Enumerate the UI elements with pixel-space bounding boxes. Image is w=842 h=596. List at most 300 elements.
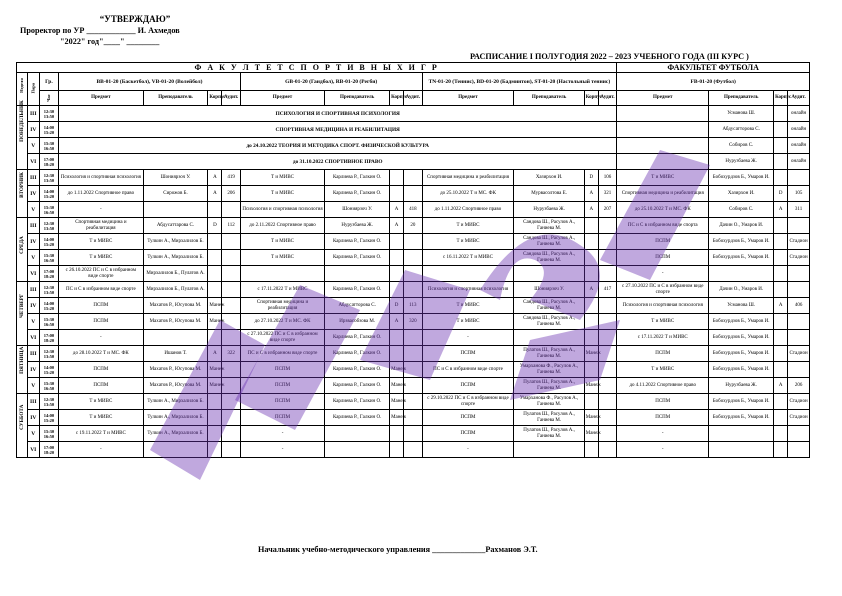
teacher-cell: Хазирхон И. <box>514 170 584 186</box>
korpus-cell <box>584 394 598 410</box>
aud-cell <box>222 410 240 426</box>
subject-cell <box>617 106 709 122</box>
subject-header: Предмет <box>422 91 514 106</box>
subject-cell: Спортивная медицина и реабилитация <box>422 170 514 186</box>
teacher-cell: Усманова Ш. <box>709 298 774 314</box>
teacher-cell: Сандова Ш., Расулов А., Ганиева М. <box>514 314 584 330</box>
time-start: 12:30 <box>43 396 55 402</box>
aud-header: Аудит. <box>788 91 810 106</box>
time-cell <box>39 298 58 314</box>
subject-cell <box>240 266 324 282</box>
table-row <box>17 362 810 378</box>
korpus-cell <box>208 282 222 298</box>
teacher-cell: Бобохурдзов Б., Умаров И. <box>709 170 774 186</box>
korpus-cell <box>390 186 404 202</box>
table-row <box>17 410 810 426</box>
subject-cell: с 29.10.2022 ПС и С в избранном виде спорте <box>422 394 514 410</box>
aud-cell <box>404 330 422 346</box>
para-number: V <box>27 250 39 266</box>
subject-cell: ПС и С в избранном виде спорта <box>617 218 709 234</box>
teacher-cell: Дачин О., Умаров И. <box>709 282 774 298</box>
teacher-cell: Мурвасолтова Е. <box>514 186 584 202</box>
korpus-cell <box>774 426 788 442</box>
korpus-cell <box>208 266 222 282</box>
aud-cell: Стадион <box>788 394 810 410</box>
subject-cell: ПСПМ <box>240 378 324 394</box>
teacher-cell <box>325 442 390 458</box>
korpus-cell <box>208 410 222 426</box>
teacher-cell: Карлиева Р., Галкин О. <box>325 330 390 346</box>
korpus-cell <box>584 218 598 234</box>
korpus-cell <box>584 250 598 266</box>
aud-cell <box>598 298 616 314</box>
subject-cell: Т и МИВС <box>240 250 324 266</box>
teacher-cell <box>325 426 390 442</box>
aud-header: Аудит. <box>404 91 422 106</box>
aud-cell <box>598 410 616 426</box>
teacher-cell: Дачин О., Умаров И. <box>709 218 774 234</box>
subject-cell: с 17.11.2022 Т и МИВС <box>240 282 324 298</box>
aud-cell <box>788 330 810 346</box>
time-cell <box>39 282 58 298</box>
korpus-cell <box>774 410 788 426</box>
subject-cell: до 4.11.2022 Спортивное право <box>617 378 709 394</box>
teacher-cell: Собиров С. <box>709 138 774 154</box>
aud-cell: 20 <box>404 218 422 234</box>
time-end: 16:50 <box>43 257 55 263</box>
teacher-cell: Пулатов Ш., Расулов А., Ганиева М. <box>514 426 584 442</box>
teacher-cell: Собиров С. <box>709 202 774 218</box>
aud-cell: 419 <box>222 170 240 186</box>
approve-prorector: Проректор по УР ____________ И. Ахмедов <box>20 26 180 35</box>
para-number: IV <box>27 186 39 202</box>
time-cell <box>39 106 58 122</box>
teacher-cell: Бобохурдзов Б., Умаров И. <box>709 410 774 426</box>
korpus-cell <box>774 154 788 170</box>
teacher-cell <box>709 266 774 282</box>
korpus-cell <box>584 314 598 330</box>
teacher-cell: Бобохурдзов Б., Умаров И. <box>709 346 774 362</box>
teacher-cell: Карлиева Р., Галкин О. <box>325 170 390 186</box>
korpus-cell <box>390 282 404 298</box>
subject-cell: с 27.10.2022 ПС и С в избранном виде спорте <box>617 282 709 298</box>
aud-cell <box>598 426 616 442</box>
shared-lecture-cell: до 31.10.2022 СПОРТИВНОЕ ПРАВО <box>59 154 617 170</box>
aud-cell: 206 <box>788 378 810 394</box>
shared-lecture-cell: ПСИХОЛОГИЯ И СПОРТИВНАЯ ПСИХОЛОГИЯ <box>59 106 617 122</box>
time-end: 15:20 <box>43 129 55 135</box>
korpus-cell <box>584 442 598 458</box>
teacher-cell: Карлиева Р., Галкин О. <box>325 282 390 298</box>
aud-cell <box>404 346 422 362</box>
time-cell <box>39 218 58 234</box>
subject-cell: ПС и С в избранном виде спорте <box>240 346 324 362</box>
teacher-cell: Умарханова Ф., Расулов А., Ганиева М. <box>514 394 584 410</box>
aud-header: Аудит. <box>222 91 240 106</box>
para-number: III <box>27 394 39 410</box>
aud-cell <box>788 266 810 282</box>
aud-cell <box>404 186 422 202</box>
time-cell <box>39 314 58 330</box>
subject-cell: Т и МИВС <box>422 234 514 250</box>
korpus-cell: А <box>774 202 788 218</box>
korpus-cell <box>584 330 598 346</box>
teacher-cell: Бобохурдзов Б., Умаров И. <box>709 362 774 378</box>
teacher-cell: Махатов Р., Юсупова М. <box>143 298 208 314</box>
subject-cell: Т и МИВС <box>59 394 143 410</box>
teacher-header: Преподаватель <box>143 91 208 106</box>
time-cell <box>39 378 58 394</box>
table-row <box>17 122 810 138</box>
subject-cell: ПСПМ <box>422 410 514 426</box>
table-row <box>17 218 810 234</box>
teacher-header: Преподаватель <box>709 91 774 106</box>
aud-cell: онлайн <box>788 154 810 170</box>
korpus-cell <box>390 266 404 282</box>
aud-cell <box>404 282 422 298</box>
subject-cell: с 17.11.2022 Т и МИВС <box>617 330 709 346</box>
subject-cell: Т и МИВС <box>59 410 143 426</box>
table-row <box>17 138 810 154</box>
subject-cell: ПСПМ <box>59 298 143 314</box>
teacher-cell: Махатов Р., Юсупова М. <box>143 378 208 394</box>
subject-cell: ПСПМ <box>617 234 709 250</box>
aud-cell <box>598 394 616 410</box>
para-number: IV <box>27 362 39 378</box>
korpus-cell <box>584 298 598 314</box>
subject-cell: Т и МИВС <box>59 250 143 266</box>
korpus-cell <box>390 170 404 186</box>
aud-cell: 321 <box>598 186 616 202</box>
korpus-cell: А <box>584 202 598 218</box>
teacher-cell: Сандова Ш., Расулов А., Ганиева М. <box>514 234 584 250</box>
aud-cell: онлайн <box>788 122 810 138</box>
subject-cell: Т и МИВС <box>422 314 514 330</box>
teacher-cell: Бобохурдзов Б., Умаров И. <box>709 234 774 250</box>
subject-cell: Психология и спортивная психология <box>422 282 514 298</box>
teacher-cell: Нурузбаева Ж. <box>709 154 774 170</box>
aud-cell <box>788 282 810 298</box>
time-end: 18:20 <box>43 337 55 343</box>
subject-cell: до 28.10.2022 Т и МС. ФК <box>59 346 143 362</box>
aud-cell <box>788 218 810 234</box>
korpus-header: Корпус <box>208 91 222 106</box>
time-start: 12:30 <box>43 172 55 178</box>
teacher-cell: Ишанов Т. <box>143 346 208 362</box>
para-number: III <box>27 346 39 362</box>
time-end: 13:50 <box>43 401 55 407</box>
subject-cell: ПСПМ <box>617 250 709 266</box>
teacher-cell: Бобохурдзов Б., Умаров И. <box>709 314 774 330</box>
subject-header: Предмет <box>617 91 709 106</box>
time-cell <box>39 250 58 266</box>
korpus-cell <box>774 234 788 250</box>
korpus-cell <box>774 138 788 154</box>
subject-cell: ПС и С в избранном виде спорте <box>422 362 514 378</box>
time-start: 17:00 <box>43 268 55 274</box>
aud-cell <box>222 314 240 330</box>
day-label: ЧЕТВЕРГ <box>17 282 28 346</box>
aud-cell: онлайн <box>788 138 810 154</box>
time-cell <box>39 138 58 154</box>
day-label: ВТОРНИК <box>17 170 28 218</box>
subject-cell: - <box>240 442 324 458</box>
subject-cell: Спортивная медицина и реабилитация <box>617 186 709 202</box>
aud-cell <box>598 250 616 266</box>
time-end: 18:20 <box>43 273 55 279</box>
subject-cell: с 19.11.2022 Т и МИВС <box>59 426 143 442</box>
korpus-cell <box>774 314 788 330</box>
time-start: 17:00 <box>43 332 55 338</box>
subject-cell: с 26.10.2022 ПС и С в избранном виде спорте <box>59 266 143 282</box>
aud-cell <box>598 442 616 458</box>
korpus-cell: D <box>774 186 788 202</box>
aud-cell <box>788 362 810 378</box>
korpus-cell: D <box>390 298 404 314</box>
korpus-cell: D <box>208 218 222 234</box>
time-cell <box>39 266 58 282</box>
teacher-cell: Хазирхон И. <box>709 186 774 202</box>
teacher-cell: Тулкин А., Мирхалилов Б. <box>143 426 208 442</box>
aud-cell: 322 <box>222 346 240 362</box>
aud-cell: 207 <box>598 202 616 218</box>
teacher-cell: Тулкин А., Мирхалилов Б. <box>143 394 208 410</box>
time-start: 14:00 <box>43 236 55 242</box>
korpus-cell: А <box>208 346 222 362</box>
korpus-cell <box>390 426 404 442</box>
korpus-header: Корпус <box>774 91 788 106</box>
teacher-cell: Сирожов Б. <box>143 186 208 202</box>
korpus-cell <box>390 346 404 362</box>
aud-cell <box>598 314 616 330</box>
korpus-cell <box>390 250 404 266</box>
schedule-table <box>16 62 810 458</box>
day-label: ПОНЕДЕЛЬНИК <box>17 106 28 170</box>
korpus-cell: А <box>390 202 404 218</box>
teacher-cell: Нурузбаева Ж. <box>514 202 584 218</box>
aud-cell <box>404 170 422 186</box>
teacher-cell: Карлиева Р., Галкин О. <box>325 410 390 426</box>
aud-cell: Стадион <box>788 410 810 426</box>
aud-cell <box>598 330 616 346</box>
subject-cell: Спортивная медицина и реабилитация <box>240 298 324 314</box>
table-row <box>17 330 810 346</box>
subject-cell: Психология и спортивная психология <box>59 170 143 186</box>
aud-cell <box>222 442 240 458</box>
teacher-cell: Абдусатторова С. <box>709 122 774 138</box>
para-number: III <box>27 282 39 298</box>
korpus-cell: А <box>774 298 788 314</box>
teacher-cell <box>143 330 208 346</box>
group-gb-rb: GB-01-20 (Гандбол), RB-01-20 (Регби) <box>240 73 422 91</box>
subject-cell: ПСПМ <box>59 362 143 378</box>
table-row <box>17 154 810 170</box>
time-end: 16:50 <box>43 433 55 439</box>
time-end: 15:20 <box>43 193 55 199</box>
time-cell <box>39 410 58 426</box>
teacher-cell <box>709 426 774 442</box>
table-row <box>17 234 810 250</box>
teacher-cell: Карлиева Р., Галкин О. <box>325 346 390 362</box>
korpus-header: Корпус <box>584 91 598 106</box>
korpus-cell <box>584 234 598 250</box>
subject-cell: с 16.11.2022 Т и МИВС <box>422 250 514 266</box>
approval-block <box>20 14 250 47</box>
aud-cell <box>404 234 422 250</box>
subject-cell: - <box>59 330 143 346</box>
korpus-cell <box>774 218 788 234</box>
time-cell <box>39 330 58 346</box>
aud-cell <box>404 378 422 394</box>
korpus-cell: А <box>584 282 598 298</box>
time-start: 12:30 <box>43 220 55 226</box>
time-cell <box>39 186 58 202</box>
time-start: 12:30 <box>43 284 55 290</box>
day-label: ПЯТНИЦА <box>17 346 28 394</box>
korpus-cell: Манеж <box>390 394 404 410</box>
subject-cell: Психология и спортивная психология <box>617 298 709 314</box>
time-end: 16:50 <box>43 209 55 215</box>
time-end: 16:50 <box>43 321 55 327</box>
korpus-cell <box>208 394 222 410</box>
footer-signature: Начальник учебно-методического управления _____________Рахманов Э.Т. <box>258 545 538 554</box>
korpus-cell: Манеж <box>208 378 222 394</box>
subject-cell: ПСПМ <box>422 346 514 362</box>
aud-cell <box>222 234 240 250</box>
teacher-cell: Бобохурдзов Б., Умаров И. <box>709 394 774 410</box>
col-group-header: Гр. <box>39 73 58 91</box>
teacher-cell: Тулкин А., Мирхалилов Б. <box>143 234 208 250</box>
aud-cell <box>222 282 240 298</box>
time-cell <box>39 170 58 186</box>
aud-cell <box>222 266 240 282</box>
korpus-cell: Манеж <box>208 362 222 378</box>
korpus-cell: Манеж <box>390 378 404 394</box>
aud-cell <box>404 266 422 282</box>
table-row <box>17 170 810 186</box>
subject-cell <box>617 154 709 170</box>
subject-cell: Психология и спортивная психология <box>240 202 324 218</box>
korpus-cell <box>390 330 404 346</box>
para-number: VI <box>27 154 39 170</box>
aud-cell <box>788 426 810 442</box>
time-start: 15:30 <box>43 428 55 434</box>
subject-cell: с 27.10.2022 ПС и С в избранном виде спорте <box>240 330 324 346</box>
korpus-cell <box>208 442 222 458</box>
teacher-cell: Махатов Р., Юсупова М. <box>143 362 208 378</box>
aud-cell <box>222 202 240 218</box>
para-number: IV <box>27 410 39 426</box>
teacher-cell: Шониярзоч У. <box>514 282 584 298</box>
para-number: IV <box>27 122 39 138</box>
subject-cell: ПСПМ <box>240 362 324 378</box>
para-number: VI <box>27 266 39 282</box>
korpus-cell <box>774 122 788 138</box>
korpus-cell <box>774 106 788 122</box>
aud-cell: Стадион <box>788 346 810 362</box>
subject-cell <box>617 122 709 138</box>
aud-cell: 206 <box>222 186 240 202</box>
aud-cell <box>222 250 240 266</box>
korpus-cell <box>774 266 788 282</box>
aud-cell: 112 <box>222 218 240 234</box>
teacher-cell: Мирхалилов Б., Пулатов А. <box>143 282 208 298</box>
para-number: III <box>27 106 39 122</box>
subject-header: Предмет <box>240 91 324 106</box>
korpus-cell: D <box>584 170 598 186</box>
korpus-cell <box>208 250 222 266</box>
korpus-cell <box>390 442 404 458</box>
table-row <box>17 250 810 266</box>
time-end: 16:50 <box>43 145 55 151</box>
aud-cell <box>404 362 422 378</box>
para-number: VI <box>27 330 39 346</box>
korpus-cell <box>774 282 788 298</box>
group-bb-vb: BB-01-20 (Баскетбол), VB-01-20 (Волейбол) <box>59 73 241 91</box>
teacher-cell <box>514 442 584 458</box>
time-start: 14:00 <box>43 188 55 194</box>
teacher-cell: Ирзвасобзова М. <box>325 314 390 330</box>
para-number: III <box>27 170 39 186</box>
para-number: V <box>27 378 39 394</box>
korpus-header: Корпус <box>390 91 404 106</box>
korpus-cell: Манеж <box>208 298 222 314</box>
group-tn-bd-st: TN-01-20 (Теннис), BD-01-20 (Бадминтон), ST-01-20 (Настольный теннис) <box>422 73 617 91</box>
teacher-cell: Абдусатторова С. <box>325 298 390 314</box>
aud-cell: Стадион <box>788 250 810 266</box>
korpus-cell <box>774 170 788 186</box>
time-end: 13:50 <box>43 177 55 183</box>
korpus-cell: А <box>774 378 788 394</box>
aud-cell: 320 <box>404 314 422 330</box>
time-start: 14:00 <box>43 300 55 306</box>
subject-cell: - <box>617 426 709 442</box>
time-cell <box>39 346 58 362</box>
time-start: 15:30 <box>43 252 55 258</box>
faculty-games-header: Ф А К У Л Т Е Т С П О Р Т И В Н Ы Х И Г Р <box>17 63 617 73</box>
aud-cell: онлайн <box>788 106 810 122</box>
para-number: VI <box>27 442 39 458</box>
aud-cell <box>598 346 616 362</box>
subject-cell: Т и МИВС <box>59 234 143 250</box>
subject-cell: Т и МИВС <box>240 234 324 250</box>
korpus-cell: А <box>390 314 404 330</box>
subject-cell: ПСПМ <box>617 346 709 362</box>
aud-header: Аудит. <box>598 91 616 106</box>
subject-cell: до 25.10.2022 Т и МС. ФК <box>617 202 709 218</box>
korpus-cell <box>774 442 788 458</box>
table-row <box>17 266 810 282</box>
approve-date: "2022" год"____" ________ <box>60 37 160 46</box>
time-end: 15:20 <box>43 369 55 375</box>
teacher-cell: Карлиева Р., Галкин О. <box>325 186 390 202</box>
aud-cell <box>404 426 422 442</box>
subject-cell: ПСПМ <box>59 378 143 394</box>
time-start: 15:30 <box>43 316 55 322</box>
teacher-cell <box>514 266 584 282</box>
aud-cell <box>598 362 616 378</box>
subject-cell: до 1.11.2022 Спортивное право <box>422 202 514 218</box>
time-start: 15:30 <box>43 380 55 386</box>
time-start: 17:00 <box>43 156 55 162</box>
subject-cell: ПСПМ <box>422 426 514 442</box>
korpus-cell <box>584 266 598 282</box>
korpus-cell: Манеж <box>584 426 598 442</box>
faculty-football-header: ФАКУЛЬТЕТ ФУТБОЛА <box>617 63 810 73</box>
subject-cell: ПСПМ <box>617 394 709 410</box>
day-label: СУББОТА <box>17 394 28 458</box>
subject-cell: - <box>422 442 514 458</box>
